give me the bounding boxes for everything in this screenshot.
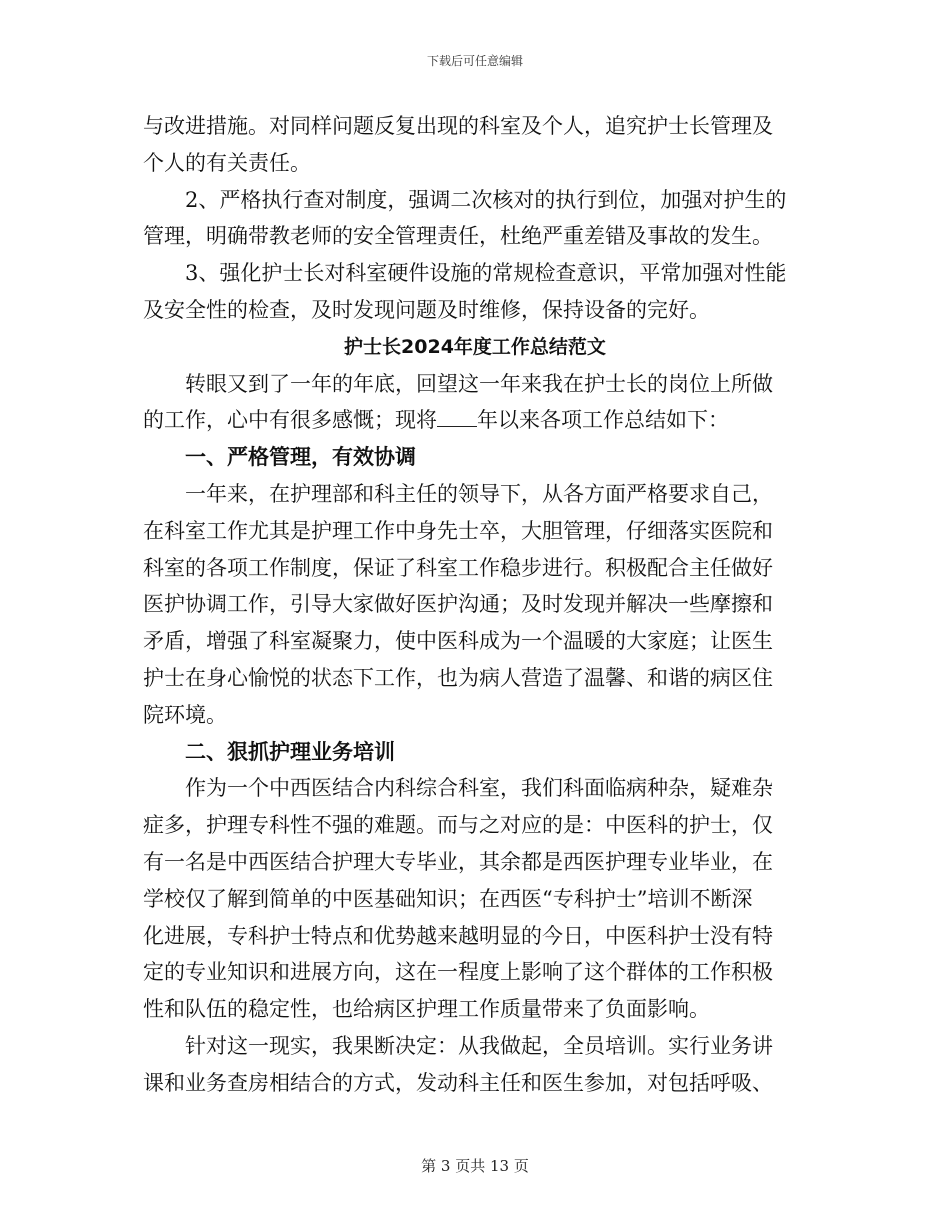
section-heading: 一、严格管理，有效协调 bbox=[185, 445, 416, 470]
text-line: 矛盾，增强了科室凝聚力，使中医科成为一个温暖的大家庭；让医生 bbox=[143, 629, 773, 654]
text-line: 一年来，在护理部和科主任的领导下，从各方面严格要求自己， bbox=[185, 481, 773, 506]
text-segment: 的工作，心中有很多感慨；现将 bbox=[143, 408, 437, 433]
text-line bbox=[143, 402, 807, 439]
blank-underline bbox=[437, 408, 477, 427]
text-line: 及安全性的检查，及时发现问题及时维修，保持设备的完好。 bbox=[143, 297, 710, 322]
text-line: 管理，明确带教老师的安全管理责任，杜绝严重差错及事故的发生。 bbox=[143, 224, 773, 249]
text-line: 2、严格执行查对制度，强调二次核对的执行到位，加强对护生的 bbox=[185, 187, 787, 212]
text-line: 转眼又到了一年的年底，回望这一年来我在护士长的岗位上所做 bbox=[185, 371, 773, 396]
text-line: 作为一个中西医结合内科综合科室，我们科面临病种杂，疑难杂 bbox=[185, 776, 773, 801]
text-line: 科室的各项工作制度，保证了科室工作稳步进行。积极配合主任做好 bbox=[143, 555, 773, 580]
text-line: 在科室工作尤其是护理工作中身先士卒，大胆管理，仔细落实医院和 bbox=[143, 518, 773, 543]
text-segment: 年以来各项工作总结如下： bbox=[477, 408, 729, 433]
text-line: 院环境。 bbox=[143, 702, 227, 727]
text-line: 有一名是中西医结合护理大专毕业，其余都是西医护理专业毕业，在 bbox=[143, 849, 773, 874]
document-body bbox=[143, 108, 807, 1102]
page-header: 下载后可任意编辑 bbox=[426, 54, 523, 68]
text-line: 个人的有关责任。 bbox=[143, 150, 311, 175]
text-line: 化进展，专科护士特点和优势越来越明显的今日，中医科护士没有特 bbox=[143, 923, 773, 948]
section-heading: 二、狠抓护理业务培训 bbox=[185, 739, 395, 764]
text-line: 医护协调工作，引导大家做好医护沟通；及时发现并解决一些摩擦和 bbox=[143, 592, 773, 617]
text-line: 课和业务查房相结合的方式，发动科主任和医生参加，对包括呼吸、 bbox=[143, 1070, 773, 1095]
text-line: 学校仅了解到简单的中医基础知识；在西医“专科护士”培训不断深 bbox=[143, 886, 753, 911]
text-line: 针对这一现实，我果断决定：从我做起，全员培训。实行业务讲 bbox=[185, 1033, 773, 1058]
text-line: 定的专业知识和进展方向，这在一程度上影响了这个群体的工作积极 bbox=[143, 960, 773, 985]
text-line: 与改进措施。对同样问题反复出现的科室及个人，追究护士长管理及 bbox=[143, 114, 773, 138]
text-line: 症多，护理专科性不强的难题。而与之对应的是：中医科的护士，仅 bbox=[143, 813, 773, 838]
text-line: 性和队伍的稳定性，也给病区护理工作质量带来了负面影响。 bbox=[143, 997, 710, 1022]
page-footer: 第 3 页共 13 页 bbox=[421, 1157, 529, 1175]
text-line: 护士在身心愉悦的状态下工作，也为病人营造了温馨、和谐的病区住 bbox=[143, 665, 773, 690]
document-title: 护士长2024年度工作总结范文 bbox=[344, 335, 606, 358]
text-line: 3、强化护士长对科室硬件设施的常规检查意识，平常加强对性能 bbox=[185, 261, 787, 286]
